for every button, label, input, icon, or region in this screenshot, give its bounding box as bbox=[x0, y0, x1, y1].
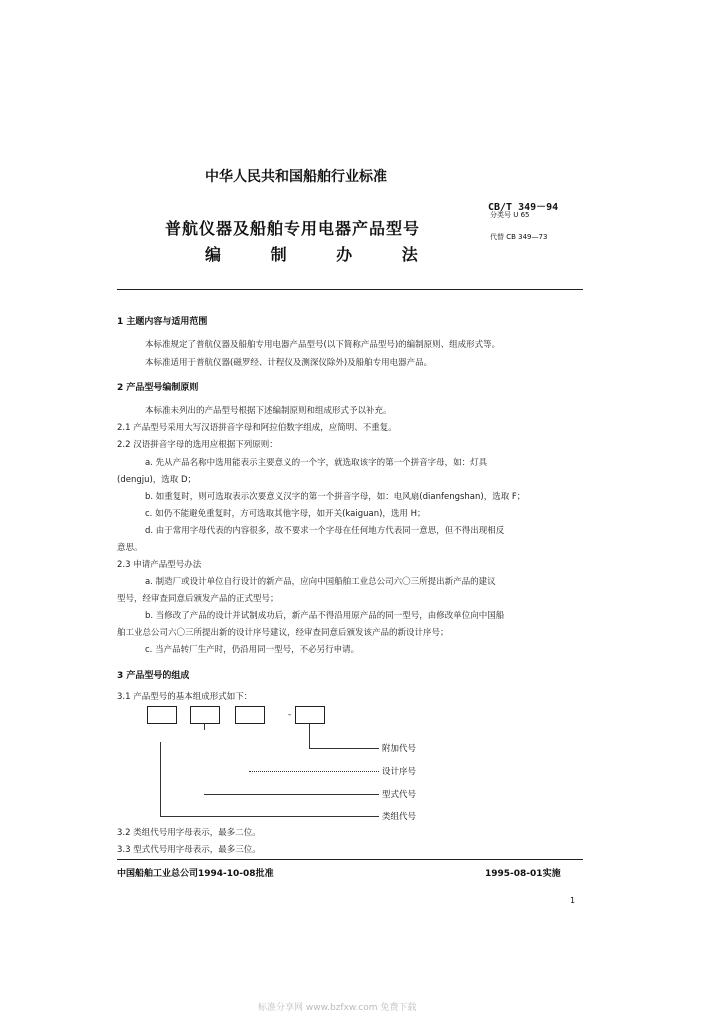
separator-dash: - bbox=[288, 710, 292, 720]
clause-2-2-c: c. 如仍不能避免重复时，方可选取其他字母，如开关(kaiguan)，选用 H； bbox=[145, 509, 426, 519]
header-rule bbox=[117, 289, 583, 290]
clause-3-3: 3.3 型式代号用字母表示，最多三位。 bbox=[117, 845, 261, 855]
class-group-box bbox=[147, 706, 177, 724]
replaces-standard: 代替 CB 349—73 bbox=[490, 233, 548, 241]
section-3-heading: 3 产品型号的组成 bbox=[117, 671, 190, 681]
footer-rule bbox=[117, 859, 583, 860]
title-line-1: 普航仪器及船舶专用电器产品型号 bbox=[165, 219, 421, 238]
clause-2-3-a-line-1: a. 制造厂或设计单位自行设计的新产品，应向中国船舶工业总公司六〇三所提出新产品的建议 bbox=[145, 577, 496, 587]
clause-3-2: 3.2 类组代号用字母表示，最多二位。 bbox=[117, 828, 261, 838]
connector-type-stub bbox=[204, 724, 205, 730]
type-code-box bbox=[190, 706, 220, 724]
label-type-code: 型式代号 bbox=[382, 790, 417, 800]
watermark: 标准分享网 www.bzfxw.com 免费下载 bbox=[258, 1003, 417, 1013]
connector-additional-vertical bbox=[309, 724, 310, 748]
clause-2-2-a-line-1: a. 先从产品名称中选用能表示主要意义的一个字，就选取该字的第一个拼音字母，如：灯具 bbox=[145, 458, 488, 468]
clause-2-1: 2.1 产品型号采用大写汉语拼音字母和阿拉伯数字组成，应简明、不重复。 bbox=[117, 423, 397, 433]
standard-code: CB/T 349－94 bbox=[488, 202, 559, 213]
label-additional-code: 附加代号 bbox=[382, 744, 417, 754]
connector-type-horizontal bbox=[204, 794, 379, 795]
label-class-group-code: 类组代号 bbox=[382, 812, 417, 822]
section-1-para-1: 本标准规定了普航仪器及船舶专用电器产品型号(以下简称产品型号)的编制原则、组成形式等。 bbox=[145, 340, 501, 350]
approval-line: 中国船舶工业总公司1994-10-08批准 bbox=[117, 869, 274, 879]
issuing-org: 中华人民共和国船舶行业标准 bbox=[205, 169, 387, 185]
classification-number: 分类号 U 65 bbox=[490, 211, 530, 219]
clause-2-2-a-line-2: (dengju)，选取 D； bbox=[117, 475, 197, 485]
additional-code-box bbox=[295, 706, 325, 724]
label-design-sequence: 设计序号 bbox=[382, 767, 417, 777]
section-2-heading: 2 产品型号编制原则 bbox=[117, 383, 199, 393]
clause-2-2: 2.2 汉语拼音字母的选用应根据下列原则： bbox=[117, 440, 278, 450]
clause-2-2-b: b. 如重复时，则可选取表示次要意义汉字的第一个拼音字母，如：电风扇(dianfengshan)，选取 F； bbox=[145, 492, 526, 502]
clause-2-2-d-line-2: 意思。 bbox=[117, 543, 143, 553]
section-1-heading: 1 主题内容与适用范围 bbox=[117, 317, 208, 327]
title-line-2: 编 制 办 法 bbox=[205, 245, 418, 264]
page-number: 1 bbox=[570, 896, 576, 905]
clause-2-3-a-line-2: 型号，经审查同意后颁发产品的正式型号； bbox=[117, 594, 279, 604]
section-1-para-2: 本标准适用于普航仪器(磁罗经、计程仪及测深仪除外)及船舶专用电器产品。 bbox=[145, 358, 433, 368]
connector-design-horizontal bbox=[249, 771, 379, 772]
clause-2-3-b-line-2: 舶工业总公司六〇三所提出新的设计序号建议，经审查同意后颁发该产品的新设计序号； bbox=[117, 628, 449, 638]
design-seq-box bbox=[235, 706, 265, 724]
section-2-intro: 本标准未列出的产品型号根据下述编制原则和组成形式予以补充。 bbox=[145, 406, 392, 416]
clause-2-2-d-line-1: d. 由于常用字母代表的内容很多，故不要求一个字母在任何地方代表同一意思，但不得出现相反 bbox=[145, 526, 505, 536]
clause-2-3-b-line-1: b. 当修改了产品的设计并试制成功后，新产品不得沿用原产品的同一型号，由修改单位向中国船 bbox=[145, 611, 505, 621]
clause-3-1: 3.1 产品型号的基本组成形式如下： bbox=[117, 692, 253, 702]
connector-class-horizontal bbox=[160, 816, 379, 817]
connector-additional-horizontal bbox=[309, 748, 379, 749]
connector-class-vertical bbox=[160, 742, 161, 817]
clause-2-3-c: c. 当产品转厂生产时，仍沿用同一型号，不必另行申请。 bbox=[145, 645, 360, 655]
clause-2-3: 2.3 申请产品型号办法 bbox=[117, 560, 202, 570]
effective-line: 1995-08-01实施 bbox=[485, 869, 561, 879]
